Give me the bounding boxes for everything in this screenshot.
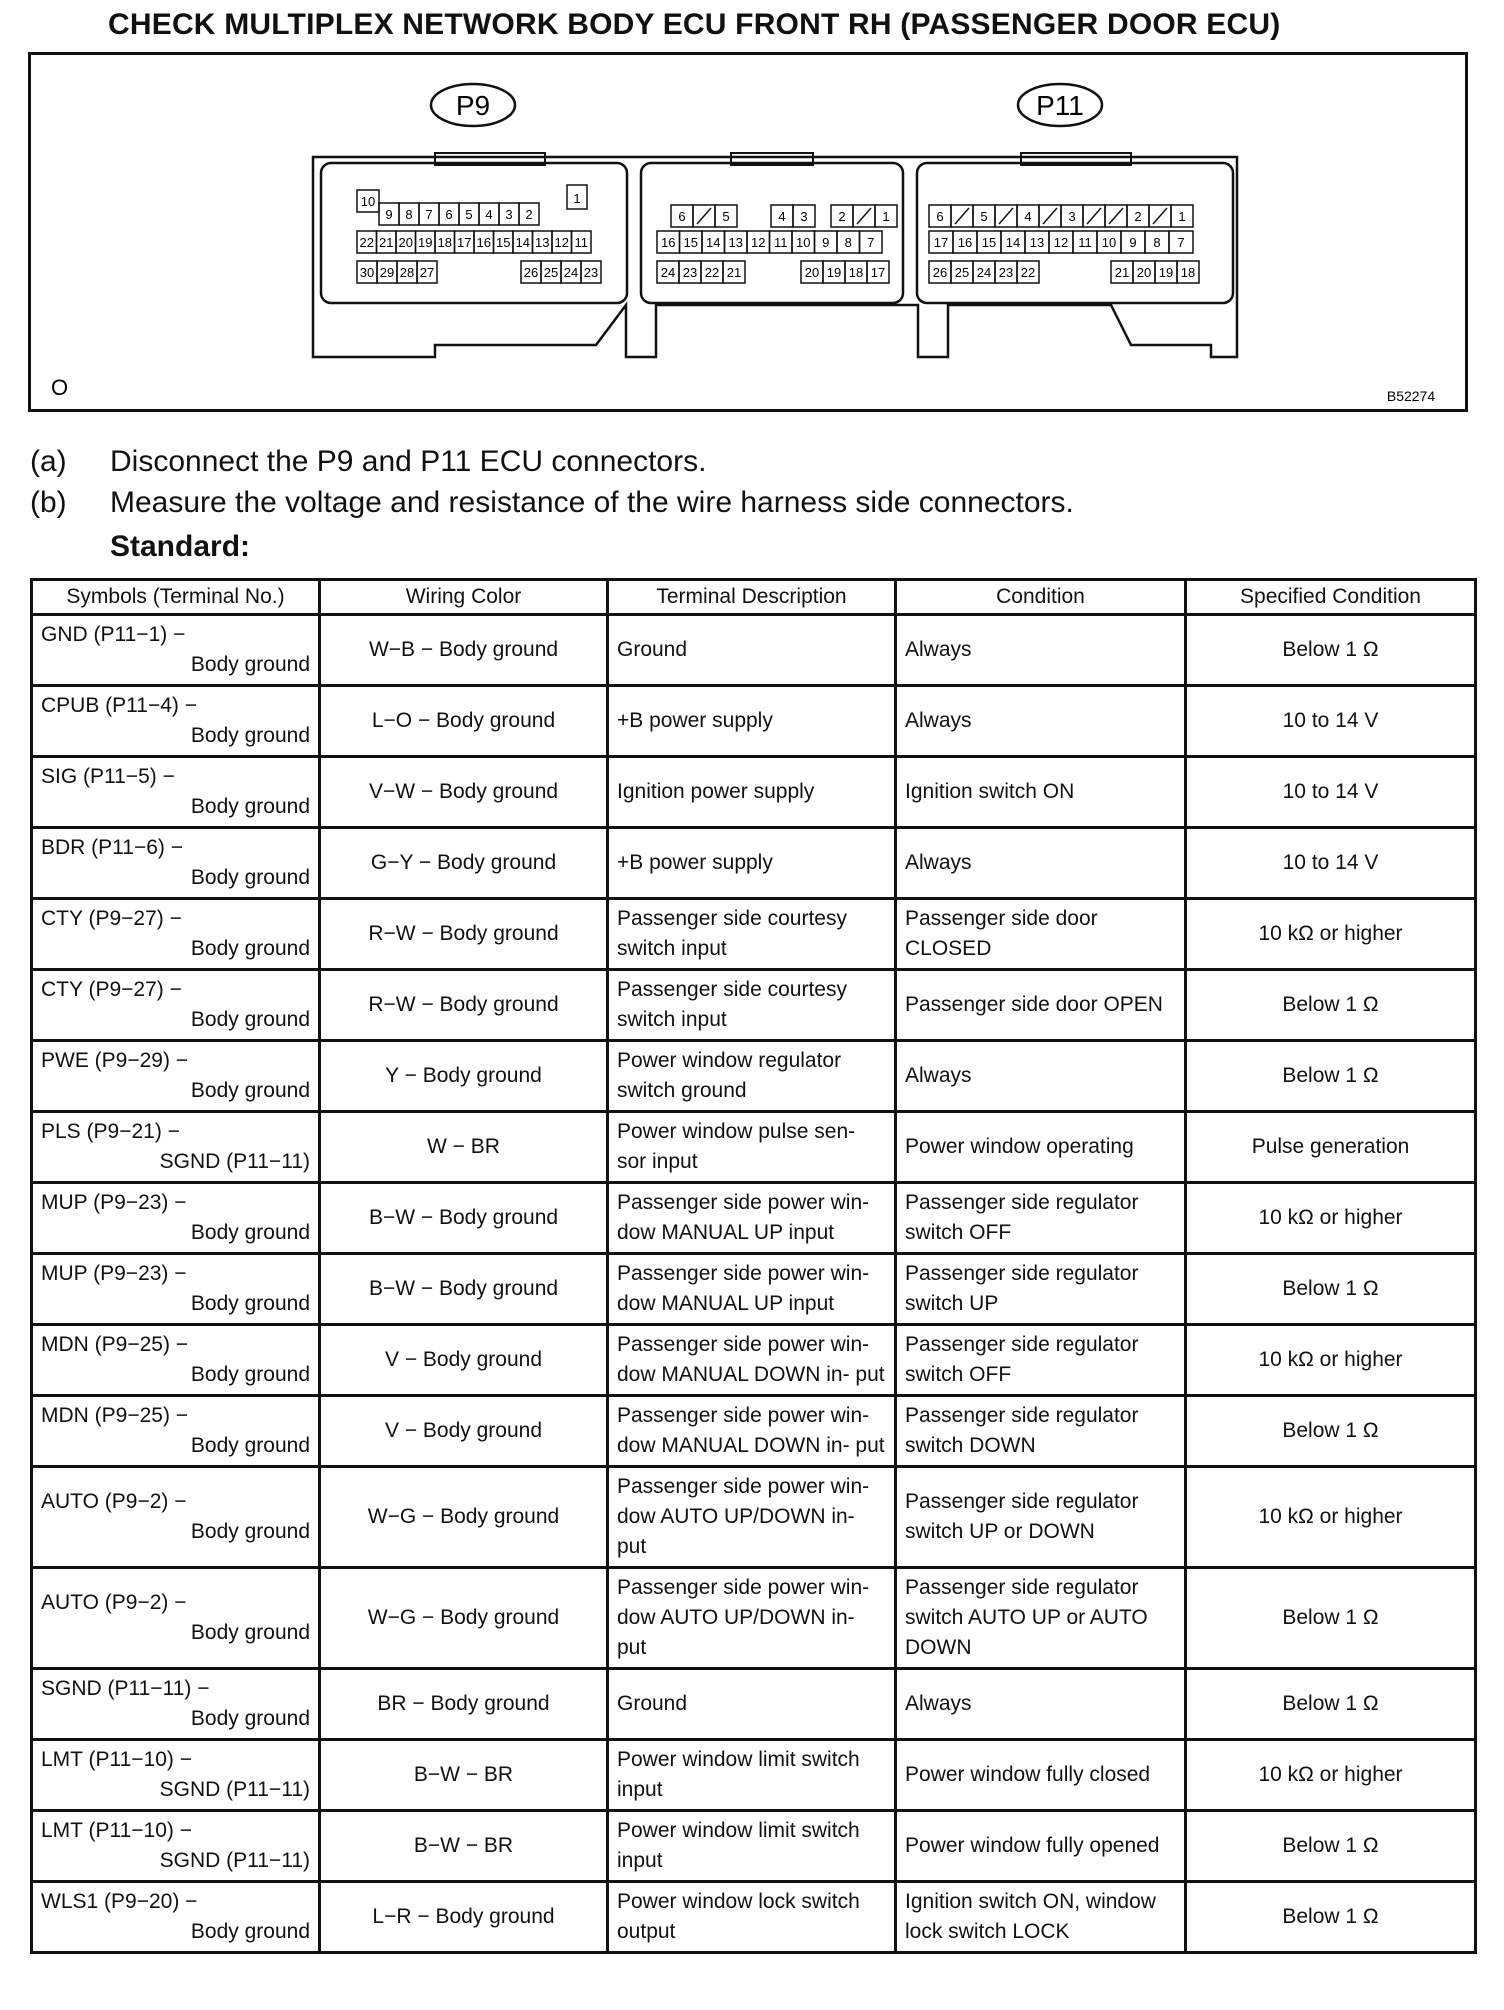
pin-number: 24 — [563, 265, 579, 280]
cell-terminal-description: Ground — [608, 1669, 896, 1740]
pin-number: 23 — [998, 265, 1014, 280]
cell-symbol — [32, 828, 320, 899]
connector-housing — [313, 157, 1237, 357]
cell-wiring-color: W−G − Body ground — [320, 1467, 608, 1568]
cell-terminal-description: Power window limit switch input — [608, 1811, 896, 1882]
cell-specified-condition: 10 kΩ or higher — [1186, 1467, 1476, 1568]
cell-condition: Always — [896, 1669, 1186, 1740]
connector-drawing — [31, 55, 1465, 409]
standard-label: Standard: — [110, 530, 251, 563]
pin-number: 30 — [359, 265, 375, 280]
cell-terminal-description: +B power supply — [608, 828, 896, 899]
connector-diagram — [28, 52, 1468, 412]
cell-condition: Passenger side regulator switch OFF — [896, 1183, 1186, 1254]
cell-terminal-description: Power window regulator switch ground — [608, 1041, 896, 1112]
pin-empty-mark — [1043, 208, 1057, 224]
symbol-reference: Body ground — [190, 1008, 310, 1031]
pin-number: 16 — [661, 235, 676, 250]
header-symbols: Symbols (Terminal No.) — [32, 580, 320, 615]
cell-condition: Always — [896, 828, 1186, 899]
connector-p11-label: P11 — [1036, 90, 1084, 121]
table-row — [32, 1811, 1476, 1882]
pin-grid — [357, 185, 1199, 283]
table-row — [32, 899, 1476, 970]
pin-number: 7 — [1177, 235, 1185, 250]
cell-specified-condition: 10 to 14 V — [1186, 828, 1476, 899]
pin-number: 18 — [848, 265, 864, 280]
pin-number: 18 — [437, 235, 452, 250]
symbol-terminal: CTY (P9−27) − — [41, 907, 182, 930]
cell-terminal-description: Ignition power supply — [608, 757, 896, 828]
cell-wiring-color: R−W − Body ground — [320, 899, 608, 970]
pin-empty-mark — [857, 208, 871, 224]
cell-specified-condition: Below 1 Ω — [1186, 1041, 1476, 1112]
cell-symbol — [32, 1254, 320, 1325]
pin-number: 20 — [398, 235, 413, 250]
symbol-reference: Body ground — [190, 795, 310, 818]
pin-number: 12 — [554, 235, 569, 250]
pin-number: 10 — [796, 235, 811, 250]
pin-number: 16 — [957, 235, 973, 250]
pin-number: 6 — [936, 209, 944, 224]
cell-symbol — [32, 1325, 320, 1396]
pin-number: 1 — [1178, 209, 1186, 224]
cell-symbol — [32, 686, 320, 757]
cell-wiring-color: B−W − BR — [320, 1811, 608, 1882]
cell-wiring-color: W−G − Body ground — [320, 1568, 608, 1669]
pin-number: 10 — [1101, 235, 1117, 250]
step-b-label: (b) — [30, 486, 67, 519]
symbol-reference: Body ground — [190, 1707, 310, 1730]
symbol-terminal: AUTO (P9−2) − — [41, 1591, 187, 1614]
table-row — [32, 1325, 1476, 1396]
cell-wiring-color: L−R − Body ground — [320, 1882, 608, 1953]
cell-condition: Passenger side regulator switch UP or DOWN — [896, 1467, 1186, 1568]
pin-number: 17 — [933, 235, 949, 250]
symbol-reference: Body ground — [190, 1221, 310, 1244]
pin-number: 26 — [932, 265, 948, 280]
pin-number: 2 — [1134, 209, 1142, 224]
symbol-terminal: LMT (P11−10) − — [41, 1819, 192, 1842]
pin-number: 22 — [1020, 265, 1036, 280]
symbol-reference: SGND (P11−11) — [159, 1150, 310, 1173]
symbol-terminal: MDN (P9−25) − — [41, 1333, 189, 1356]
pin-number: 19 — [826, 265, 842, 280]
cell-condition: Power window fully closed — [896, 1740, 1186, 1811]
symbol-terminal: CPUB (P11−4) − — [41, 694, 198, 717]
pin-empty-mark — [955, 208, 969, 224]
symbol-terminal: MUP (P9−23) − — [41, 1262, 187, 1285]
pin-number: 10 — [360, 194, 376, 209]
pin-number: 26 — [523, 265, 539, 280]
cell-specified-condition: 10 to 14 V — [1186, 686, 1476, 757]
pin-number: 1 — [882, 209, 890, 224]
pin-number: 23 — [583, 265, 599, 280]
header-specified-condition: Specified Condition — [1186, 580, 1476, 615]
pin-number: 4 — [485, 207, 493, 222]
header-wiring-color: Wiring Color — [320, 580, 608, 615]
pin-number: 15 — [683, 235, 698, 250]
pin-empty-mark — [1087, 208, 1101, 224]
cell-symbol — [32, 1882, 320, 1953]
symbol-terminal: PWE (P9−29) − — [41, 1049, 189, 1072]
table-row — [32, 1882, 1476, 1953]
symbol-reference: Body ground — [190, 724, 310, 747]
spec-table — [30, 578, 1477, 1954]
cell-terminal-description: Power window lock switch output — [608, 1882, 896, 1953]
symbol-reference: Body ground — [190, 653, 310, 676]
header-terminal-description: Terminal Description — [608, 580, 896, 615]
pin-number: 3 — [505, 207, 513, 222]
cell-symbol — [32, 899, 320, 970]
cell-wiring-color: V−W − Body ground — [320, 757, 608, 828]
pin-number: 22 — [359, 235, 374, 250]
cell-wiring-color: L−O − Body ground — [320, 686, 608, 757]
step-b — [30, 486, 1074, 520]
pin-number: 6 — [445, 207, 453, 222]
pin-empty-mark — [999, 208, 1013, 224]
pin-number: 29 — [379, 265, 395, 280]
pin-number: 8 — [405, 207, 413, 222]
cell-condition: Passenger side regulator switch UP — [896, 1254, 1186, 1325]
cell-terminal-description: Passenger side power win- dow MANUAL UP input — [608, 1254, 896, 1325]
pin-number: 5 — [980, 209, 988, 224]
symbol-reference: Body ground — [190, 866, 310, 889]
cell-terminal-description: Passenger side power win- dow AUTO UP/DOWN in- put — [608, 1568, 896, 1669]
cell-specified-condition: 10 kΩ or higher — [1186, 899, 1476, 970]
pin-number: 25 — [543, 265, 559, 280]
table-row — [32, 1669, 1476, 1740]
pin-number: 19 — [1158, 265, 1174, 280]
table-header-row — [32, 580, 1476, 615]
symbol-terminal: GND (P11−1) − — [41, 623, 186, 646]
connector-p9-label: P9 — [455, 90, 491, 121]
cell-condition: Always — [896, 615, 1186, 686]
cell-terminal-description: Passenger side power win- dow MANUAL DOWN in- put — [608, 1396, 896, 1467]
cell-specified-condition: Below 1 Ω — [1186, 1254, 1476, 1325]
cell-symbol — [32, 757, 320, 828]
pin-number: 5 — [722, 209, 730, 224]
cell-wiring-color: B−W − BR — [320, 1740, 608, 1811]
table-row — [32, 686, 1476, 757]
cell-terminal-description: Passenger side courtesy switch input — [608, 899, 896, 970]
cell-symbol — [32, 1183, 320, 1254]
cell-terminal-description: Passenger side power win- dow MANUAL DOWN in- put — [608, 1325, 896, 1396]
pin-number: 3 — [800, 209, 808, 224]
pin-number: 1 — [573, 191, 581, 206]
symbol-terminal: MUP (P9−23) − — [41, 1191, 187, 1214]
table-row — [32, 1041, 1476, 1112]
cell-terminal-description: Passenger side power win- dow MANUAL UP input — [608, 1183, 896, 1254]
cell-symbol — [32, 1568, 320, 1669]
figure-code: B52274 — [1386, 388, 1436, 404]
cell-wiring-color: V − Body ground — [320, 1325, 608, 1396]
table-row — [32, 615, 1476, 686]
cell-condition: Always — [896, 686, 1186, 757]
step-b-text: Measure the voltage and resistance of the wire harness side connectors. — [110, 486, 1074, 519]
cell-symbol — [32, 970, 320, 1041]
table-row — [32, 828, 1476, 899]
cell-terminal-description: Passenger side power win- dow AUTO UP/DOWN in- put — [608, 1467, 896, 1568]
symbol-reference: Body ground — [190, 1520, 310, 1543]
symbol-terminal: WLS1 (P9−20) − — [41, 1890, 198, 1913]
cell-terminal-description: Power window pulse sen- sor input — [608, 1112, 896, 1183]
pin-number: 6 — [678, 209, 686, 224]
cell-wiring-color: V − Body ground — [320, 1396, 608, 1467]
cell-condition: Passenger side door CLOSED — [896, 899, 1186, 970]
cell-wiring-color: R−W − Body ground — [320, 970, 608, 1041]
pin-number: 12 — [1053, 235, 1069, 250]
cell-specified-condition: Below 1 Ω — [1186, 970, 1476, 1041]
symbol-reference: SGND (P11−11) — [159, 1778, 310, 1801]
pin-number: 21 — [379, 235, 394, 250]
cell-wiring-color: G−Y − Body ground — [320, 828, 608, 899]
cell-condition: Power window operating — [896, 1112, 1186, 1183]
pin-number: 13 — [535, 235, 550, 250]
cell-condition: Power window fully opened — [896, 1811, 1186, 1882]
pin-empty-mark — [697, 208, 711, 224]
cell-symbol — [32, 1112, 320, 1183]
table-row — [32, 1467, 1476, 1568]
step-a-label: (a) — [30, 445, 67, 478]
pin-number: 9 — [385, 207, 393, 222]
symbol-terminal: MDN (P9−25) − — [41, 1404, 189, 1427]
pin-number: 7 — [867, 235, 875, 250]
pin-number: 25 — [954, 265, 970, 280]
cell-wiring-color: Y − Body ground — [320, 1041, 608, 1112]
cell-symbol — [32, 1669, 320, 1740]
cell-specified-condition: Below 1 Ω — [1186, 615, 1476, 686]
corner-mark: O — [51, 375, 69, 400]
step-a-text: Disconnect the P9 and P11 ECU connectors. — [110, 445, 707, 478]
cell-wiring-color: W−B − Body ground — [320, 615, 608, 686]
pin-number: 22 — [704, 265, 720, 280]
pin-number: 7 — [425, 207, 433, 222]
pin-number: 3 — [1068, 209, 1076, 224]
cell-condition: Ignition switch ON — [896, 757, 1186, 828]
cell-specified-condition: 10 to 14 V — [1186, 757, 1476, 828]
p11-right-section — [917, 163, 1233, 303]
cell-specified-condition: Below 1 Ω — [1186, 1396, 1476, 1467]
pin-number: 28 — [399, 265, 415, 280]
cell-condition: Passenger side regulator switch DOWN — [896, 1396, 1186, 1467]
cell-symbol — [32, 615, 320, 686]
symbol-terminal: LMT (P11−10) − — [41, 1748, 192, 1771]
symbol-reference: Body ground — [190, 1434, 310, 1457]
pin-number: 14 — [515, 235, 530, 250]
symbol-terminal: SIG (P11−5) − — [41, 765, 175, 788]
symbol-reference: SGND (P11−11) — [159, 1849, 310, 1872]
cell-specified-condition: Below 1 Ω — [1186, 1669, 1476, 1740]
symbol-reference: Body ground — [190, 1292, 310, 1315]
pin-empty-mark — [1153, 208, 1167, 224]
pin-number: 11 — [574, 235, 588, 250]
cell-specified-condition: Below 1 Ω — [1186, 1882, 1476, 1953]
symbol-reference: Body ground — [190, 937, 310, 960]
pin-number: 14 — [706, 235, 721, 250]
p11-mid-section — [641, 163, 903, 303]
cell-wiring-color: BR − Body ground — [320, 1669, 608, 1740]
pin-number: 17 — [457, 235, 472, 250]
pin-number: 24 — [660, 265, 676, 280]
pin-number: 20 — [1136, 265, 1152, 280]
symbol-terminal: SGND (P11−11) − — [41, 1677, 210, 1700]
pin-number: 4 — [778, 209, 786, 224]
cell-specified-condition: 10 kΩ or higher — [1186, 1740, 1476, 1811]
cell-condition: Passenger side regulator switch OFF — [896, 1325, 1186, 1396]
symbol-reference: Body ground — [190, 1920, 310, 1943]
pin-number: 8 — [1153, 235, 1161, 250]
cell-condition: Always — [896, 1041, 1186, 1112]
pin-number: 9 — [1129, 235, 1137, 250]
pin-number: 2 — [525, 207, 533, 222]
table-row — [32, 1254, 1476, 1325]
header-condition: Condition — [896, 580, 1186, 615]
table-row — [32, 1183, 1476, 1254]
cell-specified-condition: Below 1 Ω — [1186, 1568, 1476, 1669]
pin-number: 20 — [804, 265, 820, 280]
pin-number: 14 — [1005, 235, 1021, 250]
cell-symbol — [32, 1041, 320, 1112]
pin-number: 13 — [728, 235, 743, 250]
pin-number: 13 — [1029, 235, 1045, 250]
pin-number: 4 — [1024, 209, 1032, 224]
cell-terminal-description: +B power supply — [608, 686, 896, 757]
table-row — [32, 757, 1476, 828]
pin-number: 24 — [976, 265, 992, 280]
cell-symbol — [32, 1396, 320, 1467]
pin-number: 15 — [496, 235, 511, 250]
symbol-terminal: AUTO (P9−2) − — [41, 1490, 187, 1513]
cell-terminal-description: Passenger side courtesy switch input — [608, 970, 896, 1041]
cell-symbol — [32, 1740, 320, 1811]
pin-number: 23 — [682, 265, 698, 280]
cell-specified-condition: Below 1 Ω — [1186, 1811, 1476, 1882]
symbol-terminal: PLS (P9−21) − — [41, 1120, 180, 1143]
pin-number: 16 — [476, 235, 491, 250]
pin-number: 21 — [726, 265, 742, 280]
table-row — [32, 1568, 1476, 1669]
pin-number: 5 — [465, 207, 473, 222]
cell-specified-condition: 10 kΩ or higher — [1186, 1183, 1476, 1254]
symbol-reference: Body ground — [190, 1363, 310, 1386]
table-row — [32, 1740, 1476, 1811]
table-row — [32, 970, 1476, 1041]
pin-number: 19 — [418, 235, 433, 250]
symbol-reference: Body ground — [190, 1621, 310, 1644]
cell-terminal-description: Power window limit switch input — [608, 1740, 896, 1811]
pin-number: 11 — [1078, 235, 1092, 250]
page-title: CHECK MULTIPLEX NETWORK BODY ECU FRONT RH (PASSENGER DOOR ECU) — [108, 8, 1281, 41]
cell-terminal-description: Ground — [608, 615, 896, 686]
pin-number: 27 — [419, 265, 435, 280]
pin-number: 8 — [844, 235, 852, 250]
cell-wiring-color: B−W − Body ground — [320, 1183, 608, 1254]
cell-specified-condition: 10 kΩ or higher — [1186, 1325, 1476, 1396]
cell-condition: Passenger side regulator switch AUTO UP or AUTO DOWN — [896, 1568, 1186, 1669]
pin-number: 12 — [751, 235, 766, 250]
cell-specified-condition: Pulse generation — [1186, 1112, 1476, 1183]
cell-symbol — [32, 1467, 320, 1568]
pin-number: 17 — [870, 265, 886, 280]
pin-number: 15 — [981, 235, 997, 250]
pin-number: 2 — [838, 209, 846, 224]
pin-number: 11 — [774, 235, 788, 250]
step-a — [30, 445, 706, 479]
table-row — [32, 1396, 1476, 1467]
cell-wiring-color: W − BR — [320, 1112, 608, 1183]
pin-number: 18 — [1180, 265, 1196, 280]
pin-number: 21 — [1114, 265, 1130, 280]
cell-condition: Ignition switch ON, window lock switch LOCK — [896, 1882, 1186, 1953]
pin-empty-mark — [1109, 208, 1123, 224]
table-row — [32, 1112, 1476, 1183]
symbol-reference: Body ground — [190, 1079, 310, 1102]
pin-number: 9 — [822, 235, 830, 250]
cell-wiring-color: B−W − Body ground — [320, 1254, 608, 1325]
cell-condition: Passenger side door OPEN — [896, 970, 1186, 1041]
cell-symbol — [32, 1811, 320, 1882]
symbol-terminal: CTY (P9−27) − — [41, 978, 182, 1001]
symbol-terminal: BDR (P11−6) − — [41, 836, 184, 859]
